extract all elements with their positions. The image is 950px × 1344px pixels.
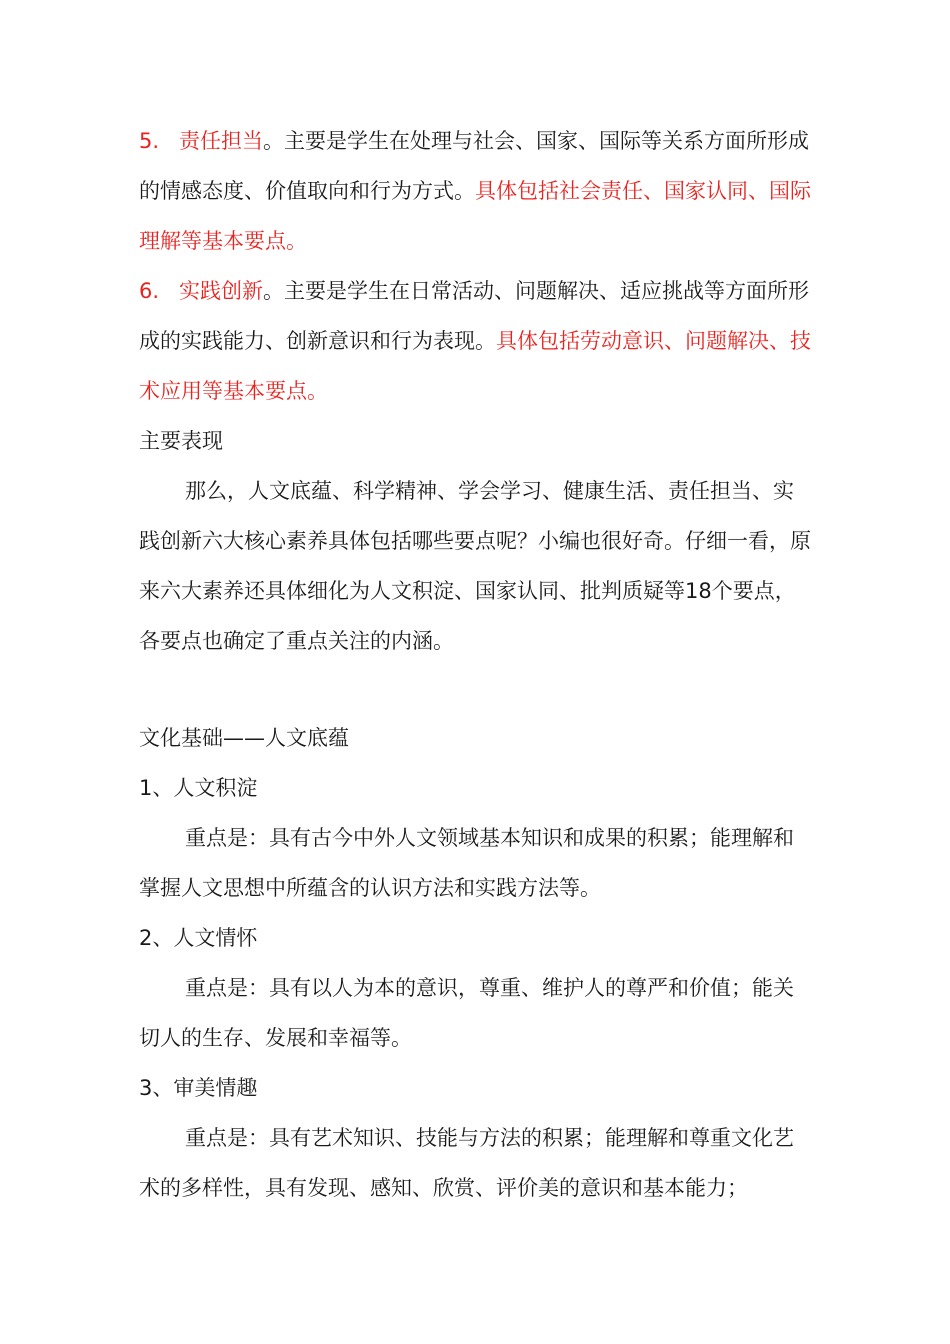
item-title: 责任担当 (179, 129, 263, 153)
item-text: 。主要是学生在日常活动、问题解决、适应挑战等方面所形成的实践能力、创新意识和行为表现。 (139, 279, 809, 353)
item-number: 6. (139, 279, 160, 303)
point-label: 2、人文情怀 (139, 926, 258, 950)
point-body: 重点是：具有古今中外人文领域基本知识和成果的积累；能理解和掌握人文思想中所蕴含的认识方法和实践方法等。 (139, 826, 794, 900)
intro-paragraph: 那么，人文底蕴、科学精神、学会学习、健康生活、责任担当、实践创新六大核心素养具体包括哪些要点呢？小编也很好奇。仔细一看，原来六大素养还具体细化为人文积淀、国家认同、批判质疑等18个要点，各要点也确定了重点关注的内涵。 (139, 479, 811, 653)
item-number: 5. (139, 129, 160, 153)
item-highlight: 具体包括社会责任、国家认同、国际理解等基本要点。 (139, 179, 811, 253)
spacer (139, 666, 812, 713)
point-label: 3、审美情趣 (139, 1076, 258, 1100)
item-6 (139, 266, 812, 416)
heading-main-performance: 主要表现 (139, 429, 223, 453)
section-title: 文化基础——人文底蕴 (139, 726, 349, 750)
point-body: 重点是：具有以人为本的意识，尊重、维护人的尊严和价值；能关切人的生存、发展和幸福等。 (139, 976, 794, 1050)
item-highlight: 具体包括劳动意识、问题解决、技术应用等基本要点。 (139, 329, 811, 403)
item-5 (139, 116, 812, 266)
point-label: 1、人文积淀 (139, 776, 258, 800)
point-body: 重点是：具有艺术知识、技能与方法的积累；能理解和尊重文化艺术的多样性，具有发现、感知、欣赏、评价美的意识和基本能力； (139, 1126, 794, 1200)
item-title: 实践创新 (179, 279, 263, 303)
item-text: 。主要是学生在处理与社会、国家、国际等关系方面所形成的情感态度、价值取向和行为方式。 (139, 129, 809, 203)
